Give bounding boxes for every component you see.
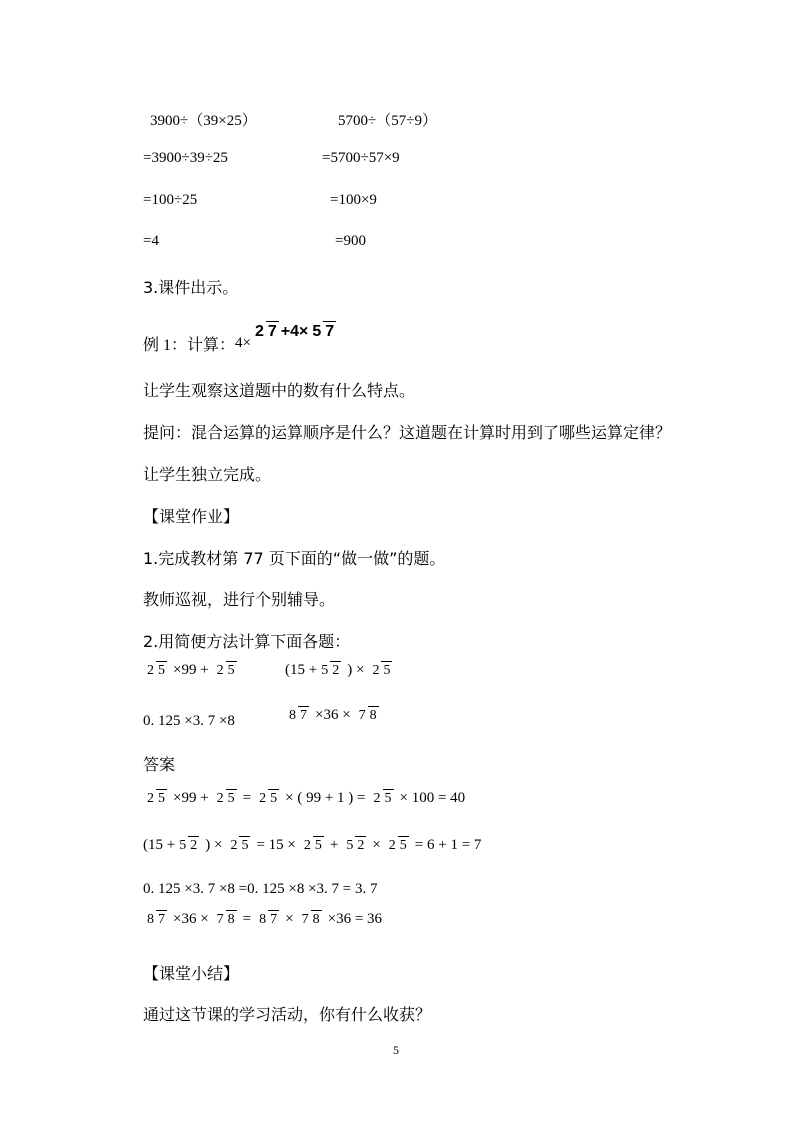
example-1: [143, 314, 338, 355]
exercise-d: 8 7 ×36 × 7 8: [289, 707, 377, 723]
paragraph-observe: 让学生观察这道题中的数有什么特点。: [143, 381, 416, 400]
calc-right-line-3: =100×9: [330, 192, 377, 208]
answer-c: 0. 125 ×3. 7 ×8 =0. 125 ×8 ×3. 7 = 3. 7: [143, 881, 378, 897]
answer-d: 8 7 ×36 × 7 8 = 8 7 × 7 8 ×36 = 36: [147, 911, 383, 927]
example-1-label: 例 1：计算：: [143, 337, 236, 354]
paragraph-harvest: 通过这节课的学习活动，你有什么收获？: [143, 1005, 432, 1024]
exercise-b: (15 + 5 2 ) × 2 5: [285, 662, 391, 678]
heading-summary: 【课堂小结】: [143, 964, 240, 983]
example-1-fraction-1: 2 7: [254, 323, 277, 340]
paragraph-question: 提问：混合运算的运算顺序是什么？这道题在计算时用到了哪些运算定律？: [143, 423, 672, 442]
page-number: 5: [393, 1043, 399, 1057]
example-1-prefix: 4×: [235, 335, 251, 351]
calc-right-line-1: 5700÷（57÷9）: [338, 113, 437, 129]
answer-a: 2 5 ×99 + 2 5 = 2 5 × ( 99 + 1 ) = 2 5 × 100 = 40: [147, 790, 466, 806]
paragraph-courseware: 3.课件出示。: [143, 278, 239, 297]
exercise-a: 2 5 ×99 + 2 5: [147, 662, 235, 678]
heading-classwork: 【课堂作业】: [143, 507, 240, 526]
calc-right-line-2: =5700÷57×9: [322, 150, 400, 166]
calc-left-line-4: =4: [143, 233, 159, 249]
calc-left-line-3: =100÷25: [143, 192, 198, 208]
answer-b: (15 + 5 2 ) × 2 5 = 15 × 2 5 + 5 2 × 2 5 = 6 + 1 = 7: [143, 837, 482, 853]
example-1-fraction-2: 5 7: [312, 323, 335, 340]
paragraph-tour: 教师巡视，进行个别辅导。: [143, 590, 336, 609]
example-1-mid: +4×: [280, 322, 309, 340]
paragraph-independent: 让学生独立完成。: [143, 465, 272, 484]
paragraph-textbook: 1.完成教材第 77 页下面的“做一做”的题。: [143, 549, 446, 568]
answer-label: 答案: [143, 755, 176, 774]
paragraph-simple-method: 2.用简便方法计算下面各题：: [143, 632, 351, 651]
calc-left-line-2: =3900÷39÷25: [143, 150, 228, 166]
calc-left-line-1: 3900÷（39×25）: [150, 113, 257, 129]
calc-right-line-4: =900: [335, 233, 366, 249]
exercise-c: 0. 125 ×3. 7 ×8: [143, 713, 235, 729]
